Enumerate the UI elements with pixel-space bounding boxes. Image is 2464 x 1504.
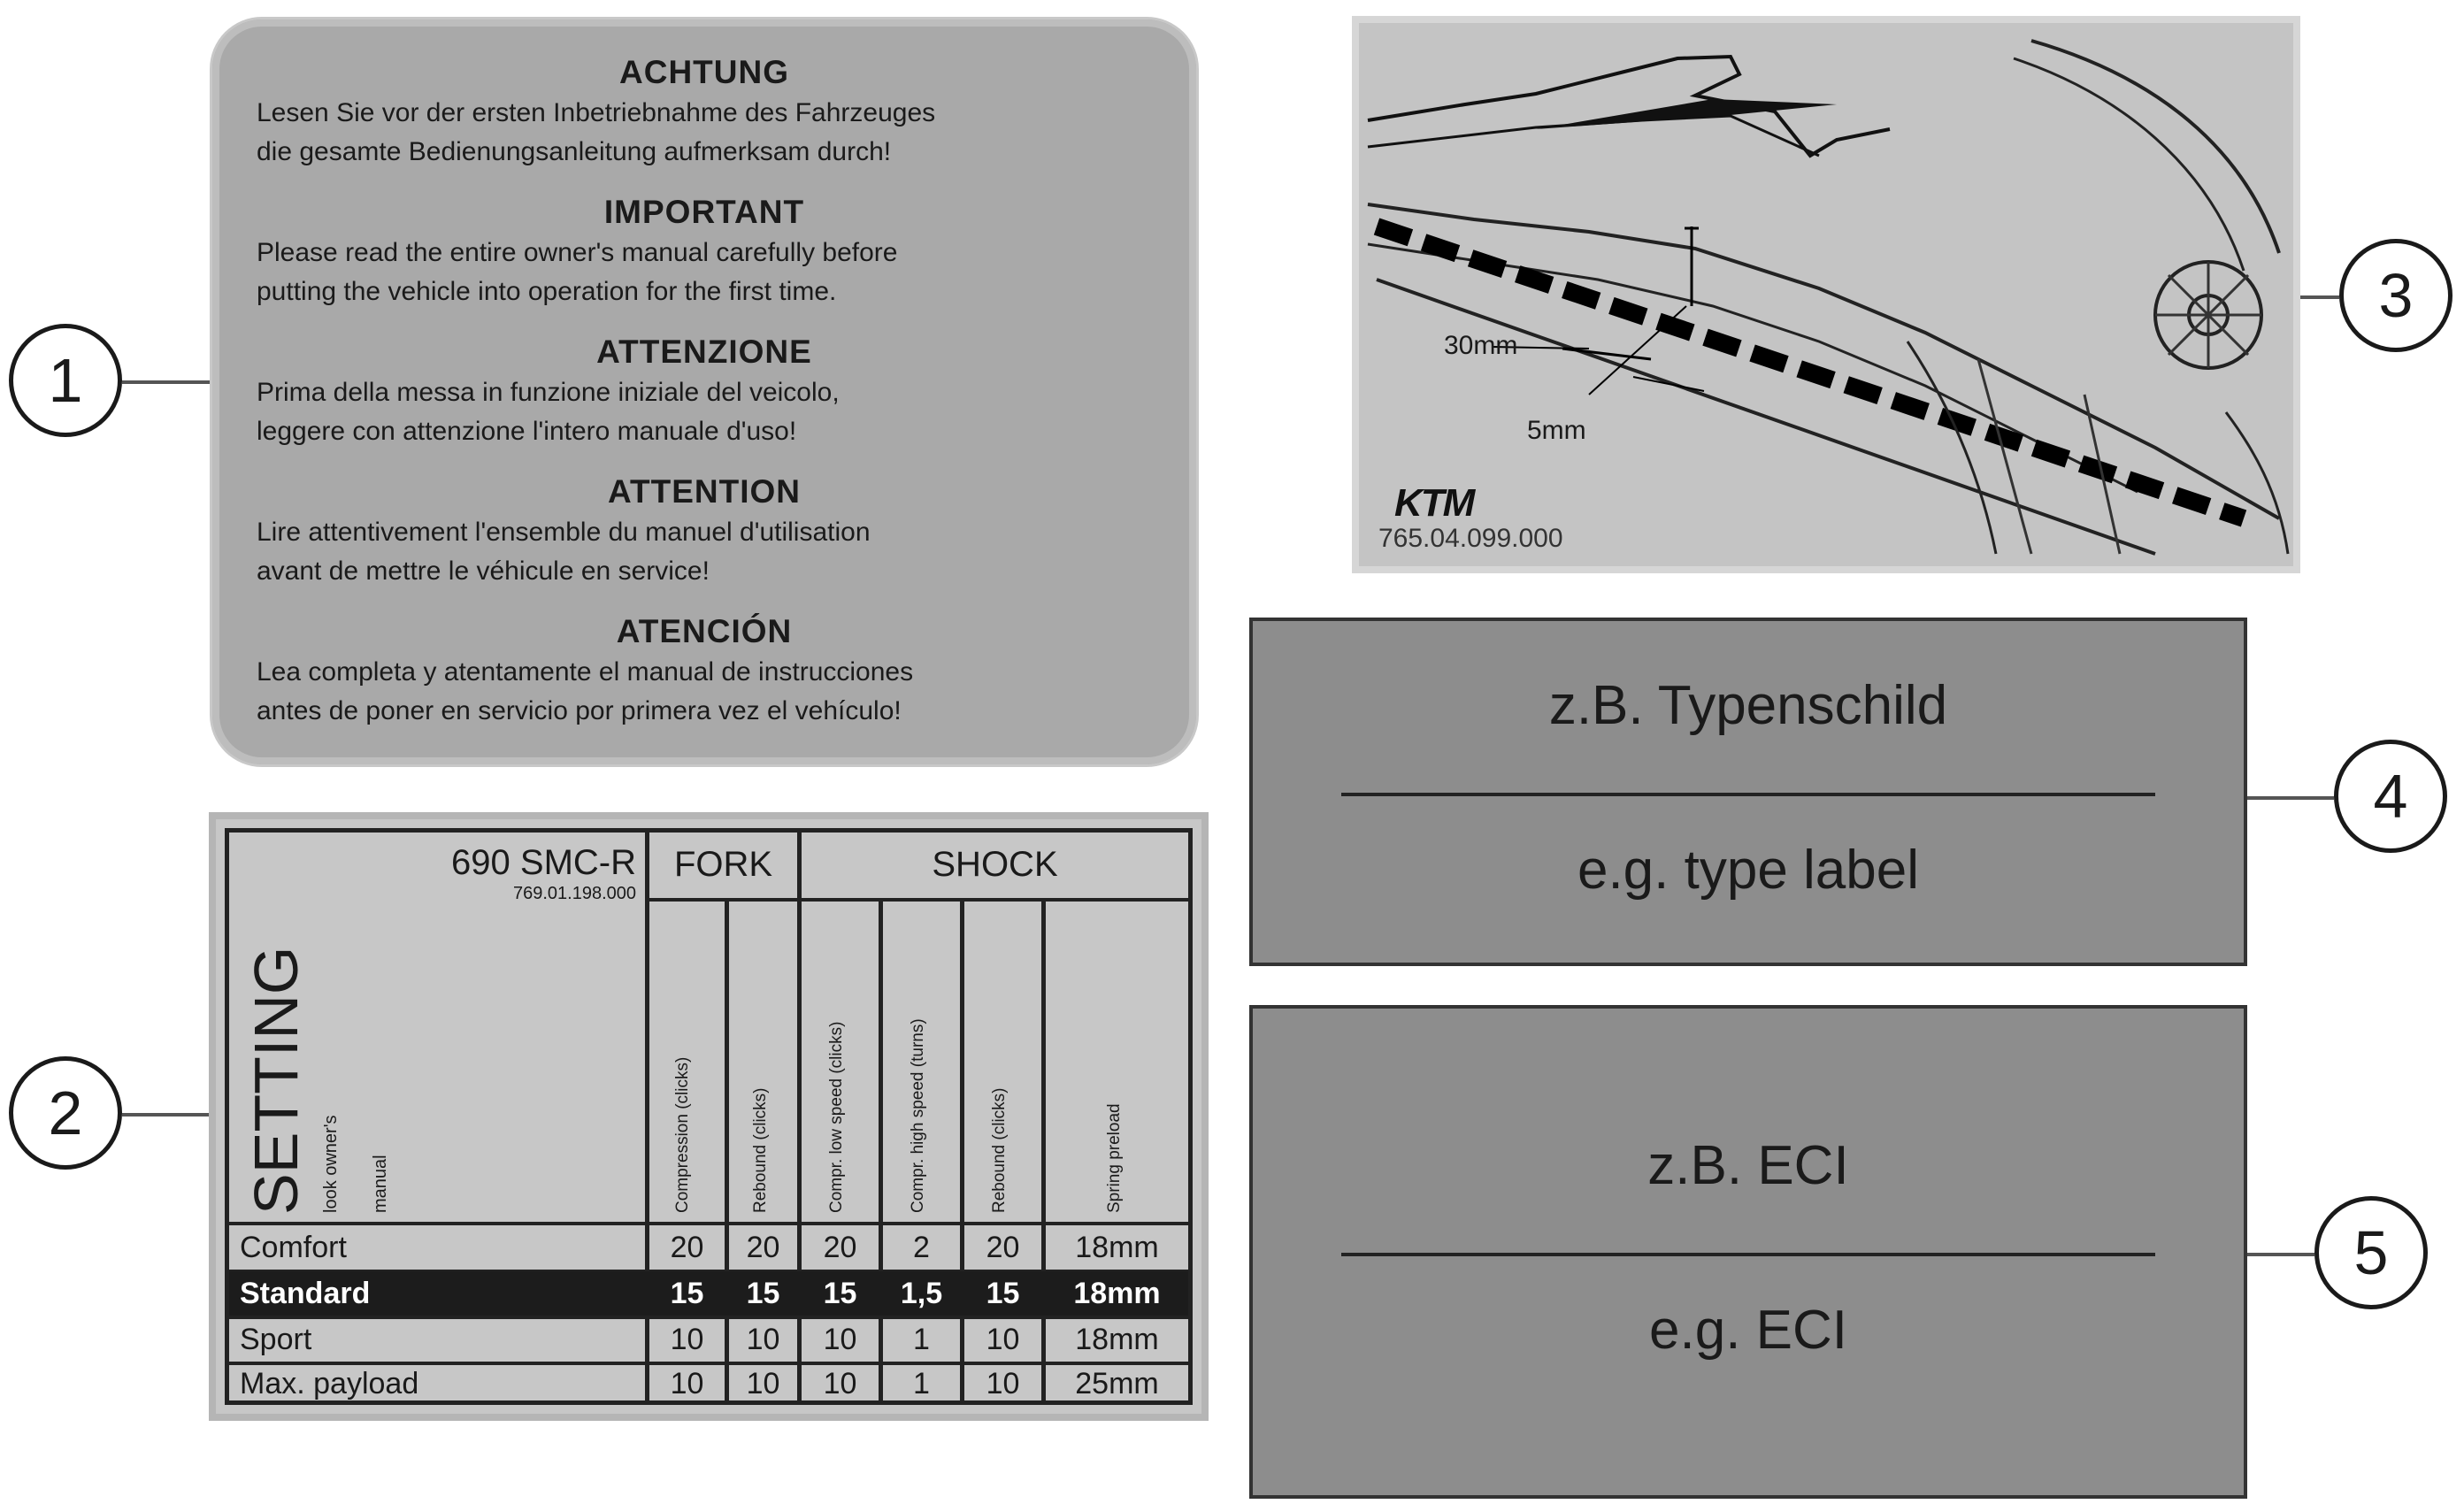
leader-line-5 <box>2247 1253 2314 1256</box>
callout-5 <box>2314 1196 2428 1309</box>
callout-5-number: 5 <box>2353 1218 2389 1287</box>
eci-label-english: e.g. ECI <box>1649 1300 1847 1361</box>
dimension-label-30mm: 30mm <box>1444 331 1518 360</box>
column-header: Spring preload <box>1105 1103 1124 1213</box>
table-cell: 15 <box>986 1277 1020 1310</box>
chain-tension-label <box>1352 16 2300 573</box>
leader-line-1 <box>122 380 214 384</box>
warning-section-es <box>257 614 1152 731</box>
table-cell: 18mm <box>1073 1277 1161 1310</box>
eci-label-german: z.B. ECI <box>1647 1135 1849 1196</box>
warning-heading: IMPORTANT <box>603 194 805 230</box>
type-label-german: z.B. Typenschild <box>1548 675 1948 736</box>
table-divider <box>229 1222 1188 1225</box>
table-cell: 15 <box>670 1277 704 1310</box>
table-cell: 10 <box>746 1323 780 1356</box>
table-cell: 18mm <box>1075 1231 1159 1264</box>
leader-line-3 <box>2300 295 2339 299</box>
column-header: Rebound (clicks) <box>751 1087 770 1213</box>
setting-part-number: 769.01.198.000 <box>512 884 636 903</box>
warning-text: Lesen Sie vor der ersten Inbetriebnahme des Fahrzeuges die gesamte Bedienungsanleitung aufmerksam durch! <box>257 98 936 166</box>
leader-line-4 <box>2247 796 2334 800</box>
warning-section-de <box>257 55 1152 172</box>
row-label-max-payload: Max. payload <box>240 1367 419 1400</box>
table-cell: 25mm <box>1075 1367 1159 1400</box>
warning-text: Lea completa y atentamente el manual de instrucciones antes de poner en servicio por primera vez el vehículo! <box>257 657 914 725</box>
eci-label-plate <box>1249 1005 2247 1499</box>
column-header: Compr. high speed (turns) <box>909 1018 927 1213</box>
divider-line <box>1341 1253 2155 1256</box>
callout-2-number: 2 <box>48 1078 83 1147</box>
row-label-standard: Standard <box>240 1277 371 1310</box>
suspension-setting-label <box>209 812 1209 1421</box>
column-header: Compression (clicks) <box>673 1056 692 1213</box>
table-cell: 10 <box>823 1323 857 1356</box>
table-cell: 10 <box>746 1367 780 1400</box>
shock-header: SHOCK <box>932 845 1058 884</box>
fork-header: FORK <box>673 845 773 884</box>
table-cell: 2 <box>913 1231 930 1264</box>
warning-label <box>212 19 1196 764</box>
table-divider <box>229 1316 1188 1319</box>
table-cell: 15 <box>823 1277 857 1310</box>
setting-title: SETTING <box>242 946 311 1215</box>
table-cell: 20 <box>746 1231 780 1264</box>
setting-table <box>225 828 1193 1405</box>
callout-1-number: 1 <box>48 346 83 415</box>
warning-section-fr <box>257 474 1152 591</box>
warning-text: Prima della messa in funzione iniziale del veicolo, leggere con attenzione l'intero manuale d'uso! <box>257 378 840 446</box>
warning-section-it <box>257 334 1152 451</box>
callout-3 <box>2339 239 2452 352</box>
column-header: Compr. low speed (clicks) <box>827 1021 846 1213</box>
warning-heading: ACHTUNG <box>619 54 789 90</box>
table-cell: 15 <box>746 1277 780 1310</box>
table-cell: 10 <box>670 1323 704 1356</box>
setting-subtitle: look owner's <box>321 1115 341 1213</box>
table-cell: 10 <box>986 1323 1020 1356</box>
table-cell: 20 <box>823 1231 857 1264</box>
table-divider <box>645 898 1188 902</box>
column-header: Rebound (clicks) <box>990 1087 1009 1213</box>
table-cell: 10 <box>823 1367 857 1400</box>
setting-subtitle: manual <box>371 1155 390 1213</box>
table-cell: 1 <box>913 1367 930 1400</box>
table-cell: 10 <box>986 1367 1020 1400</box>
warning-heading: ATTENZIONE <box>596 334 812 370</box>
drawing-part-number: 765.04.099.000 <box>1378 524 1563 553</box>
leader-line-2 <box>122 1113 211 1116</box>
callout-4 <box>2334 740 2447 853</box>
table-cell: 20 <box>986 1231 1020 1264</box>
type-label-plate <box>1249 618 2247 966</box>
warning-heading: ATTENTION <box>608 473 801 510</box>
table-cell: 1,5 <box>900 1277 943 1310</box>
table-cell: 18mm <box>1075 1323 1159 1356</box>
warning-section-en <box>257 195 1152 311</box>
dimension-label-5mm: 5mm <box>1527 416 1586 445</box>
warning-heading: ATENCIÓN <box>616 613 793 649</box>
callout-4-number: 4 <box>2373 762 2408 831</box>
callout-2 <box>9 1056 122 1170</box>
table-cell: 10 <box>670 1367 704 1400</box>
table-cell: 20 <box>670 1231 704 1264</box>
row-label-sport: Sport <box>240 1323 312 1356</box>
warning-text: Please read the entire owner's manual carefully before putting the vehicle into operation for the first time. <box>257 238 898 306</box>
ktm-logo: KTM <box>1394 481 1474 525</box>
type-label-english: e.g. type label <box>1577 840 1920 901</box>
row-label-comfort: Comfort <box>240 1231 347 1264</box>
table-cell: 1 <box>913 1323 930 1356</box>
model-name: 690 SMC-R <box>451 843 636 882</box>
callout-1 <box>9 324 122 437</box>
warning-text: Lire attentivement l'ensemble du manuel d'utilisation avant de mettre le véhicule en service! <box>257 518 871 586</box>
swingarm-chain-drawing <box>1359 23 2293 566</box>
table-divider <box>229 1362 1188 1365</box>
divider-line <box>1341 793 2155 796</box>
callout-3-number: 3 <box>2378 261 2414 330</box>
